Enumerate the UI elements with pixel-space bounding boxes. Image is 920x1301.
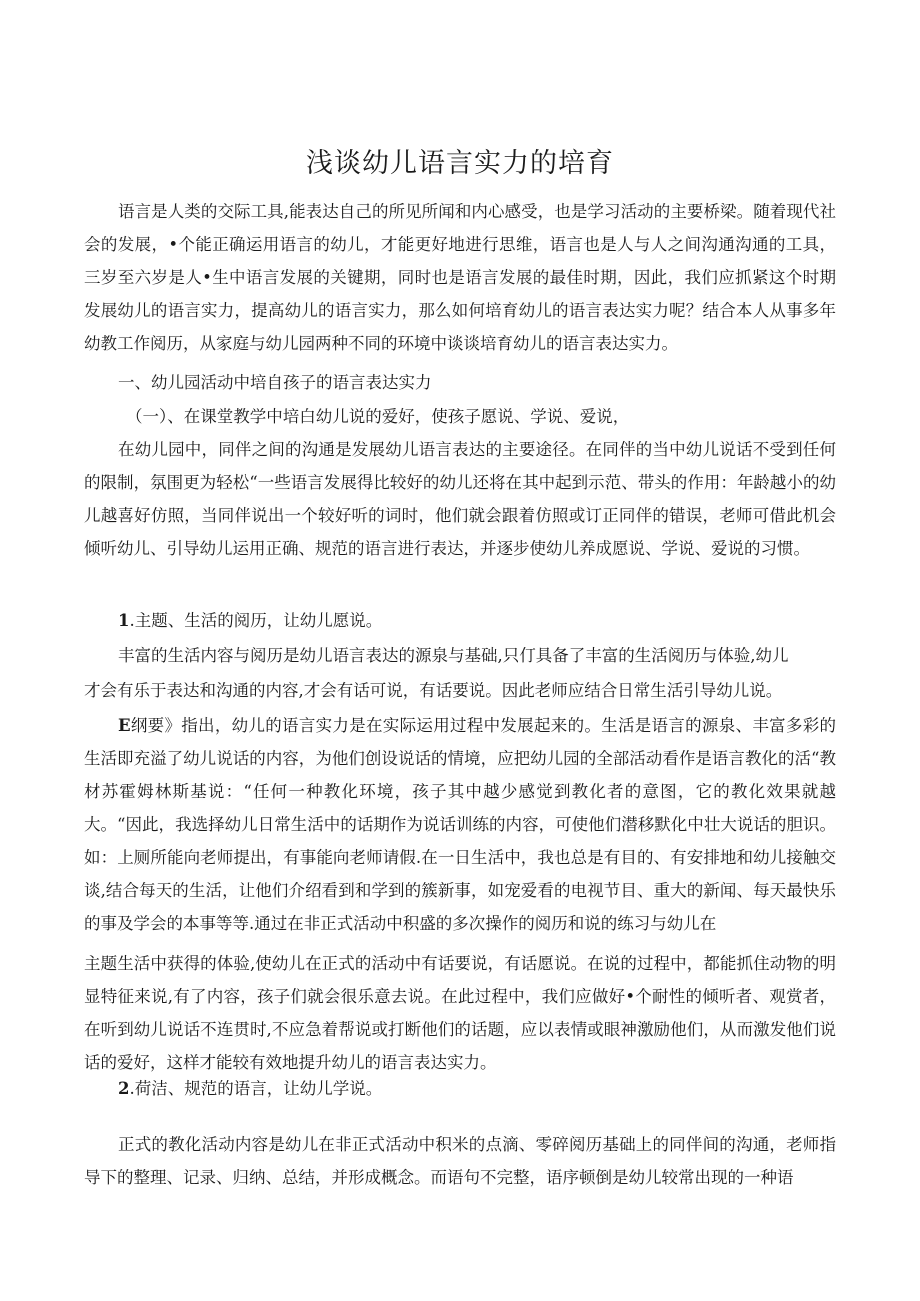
paragraph-theme-life: 主题生活中获得的体验,使幼儿在正式的活动中有话要说，有话愿说。在说的过程中，都能抓住动物的明显特征来说,有了内容，孩子们就会很乐意去说。在此过程中，我们应做好•个耐性的倾听者、观赏者，在听到幼儿说话不连贯时,不应急着帮说或打断他们的话题，应以表情或眼神激励他们，从而激发他们说话的爱好，这样才能较有效地提升幼儿的语言表达实力。 <box>84 954 836 1072</box>
paragraph-rich-life-line1: 丰富的生活内容与阅历是幼儿语言表达的源泉与基础,只仃具备了丰富的生活阅历与体验,幼儿 <box>118 646 789 665</box>
paragraph-outline-guidance <box>84 709 836 940</box>
point-heading-1 <box>118 604 382 637</box>
intro-paragraph: 语言是人类的交际工具,能表达自己的所见所闻和内心感受，也是学习活动的主要桥梁。随着现代社会的发展，•个能正确运用语言的幼儿，才能更好地进行思维，语言也是人与人之间沟通沟通的工具，三岁至六岁是人•生中语言发展的关键期，同时也是语言发展的最佳时期，因此，我们应抓紧这个时期发展幼儿的语言实力，提高幼儿的语言实力，那么如何培育幼儿的语言表达实力呢？结合本人从事多年幼教工作阅历，从家庭与幼儿园两种不同的环境中谈谈培育幼儿的语言表达实力。 <box>84 202 836 353</box>
point-text-1: .主题、生活的阅历，让幼儿愿说。 <box>129 611 383 630</box>
document-title: 浅谈幼儿语言实力的培育 <box>306 148 614 180</box>
subsection-heading-1: （一）、在课堂教学中培白幼儿说的爱好，使孩子愿说、学说、爱说， <box>126 407 630 426</box>
paragraph-peer-communication: 在幼儿园中，同伴之间的沟通是发展幼儿语言表达的主要途径。在同伴的当中幼儿说话不受到任何的限制，氛围更为轻松“一些语言发展得比较好的幼儿还将在其中起到示范、带头的作用：年龄越小的幼儿越喜好仿照，当同伴说出一个较好听的词时，他们就会跟着仿照或订正同伴的错误，老师可借此机会倾听幼儿、引导幼儿运用正确、规范的语言进行表达，并逐步使幼儿养成愿说、学说、爱说的习惯。 <box>84 440 836 558</box>
point-heading-2 <box>118 1072 382 1105</box>
paragraph-outline-text: 纲要》指出，幼儿的语言实力是在实际运用过程中发展起来的。生活是语言的源泉、丰富多彩的生活即充溢了幼儿说话的内容，为他们创设说话的情境，应把幼儿园的全部活动看作是语言教化的活“教材苏霍姆林斯基说：“任何一种教化环境，孩子其中越少感觉到教化者的意图，它的教化效果就越大。“因此，我选择幼儿日常生活中的话期作为说话训练的内容，可使他们潜移默化中壮大说话的胆识。如：上厕所能向老师提出，有事能向老师请假.在一日生活中，我也总是有目的、有安排地和幼儿接触交谈,结合每天的生活，让他们介绍看到和学到的簇新事，如宠爱看的电视节目、重大的新闻、每天最快乐的事及学会的本事等等.通过在非正式活动中积盛的多次操作的阅历和说的练习与幼儿在 <box>84 716 836 933</box>
section-heading-1: 一、幼儿园活动中培自孩子的语言表达实力 <box>118 373 432 392</box>
point-number-2: 2 <box>118 1079 130 1098</box>
point-number-1: 1 <box>118 611 130 630</box>
point-text-2: .荷洁、规范的语言，让幼儿学说。 <box>129 1079 383 1098</box>
paragraph-rich-life-line2: 才会有乐于表达和沟通的内容,才会有话可说，有话要说。因此老师应结合日常生活引导幼儿说。 <box>84 681 783 700</box>
paragraph-lead-mark: E <box>118 716 131 735</box>
paragraph-formal-activities: 正式的教化活动内容是幼儿在非正式活动中积米的点滴、零碎阅历基础上的同伴间的沟通，老师指导下的整理、记录、归纳、总结，并形成概念。而语句不完整，语序顿倒是幼儿较常出现的一种语 <box>84 1135 836 1187</box>
